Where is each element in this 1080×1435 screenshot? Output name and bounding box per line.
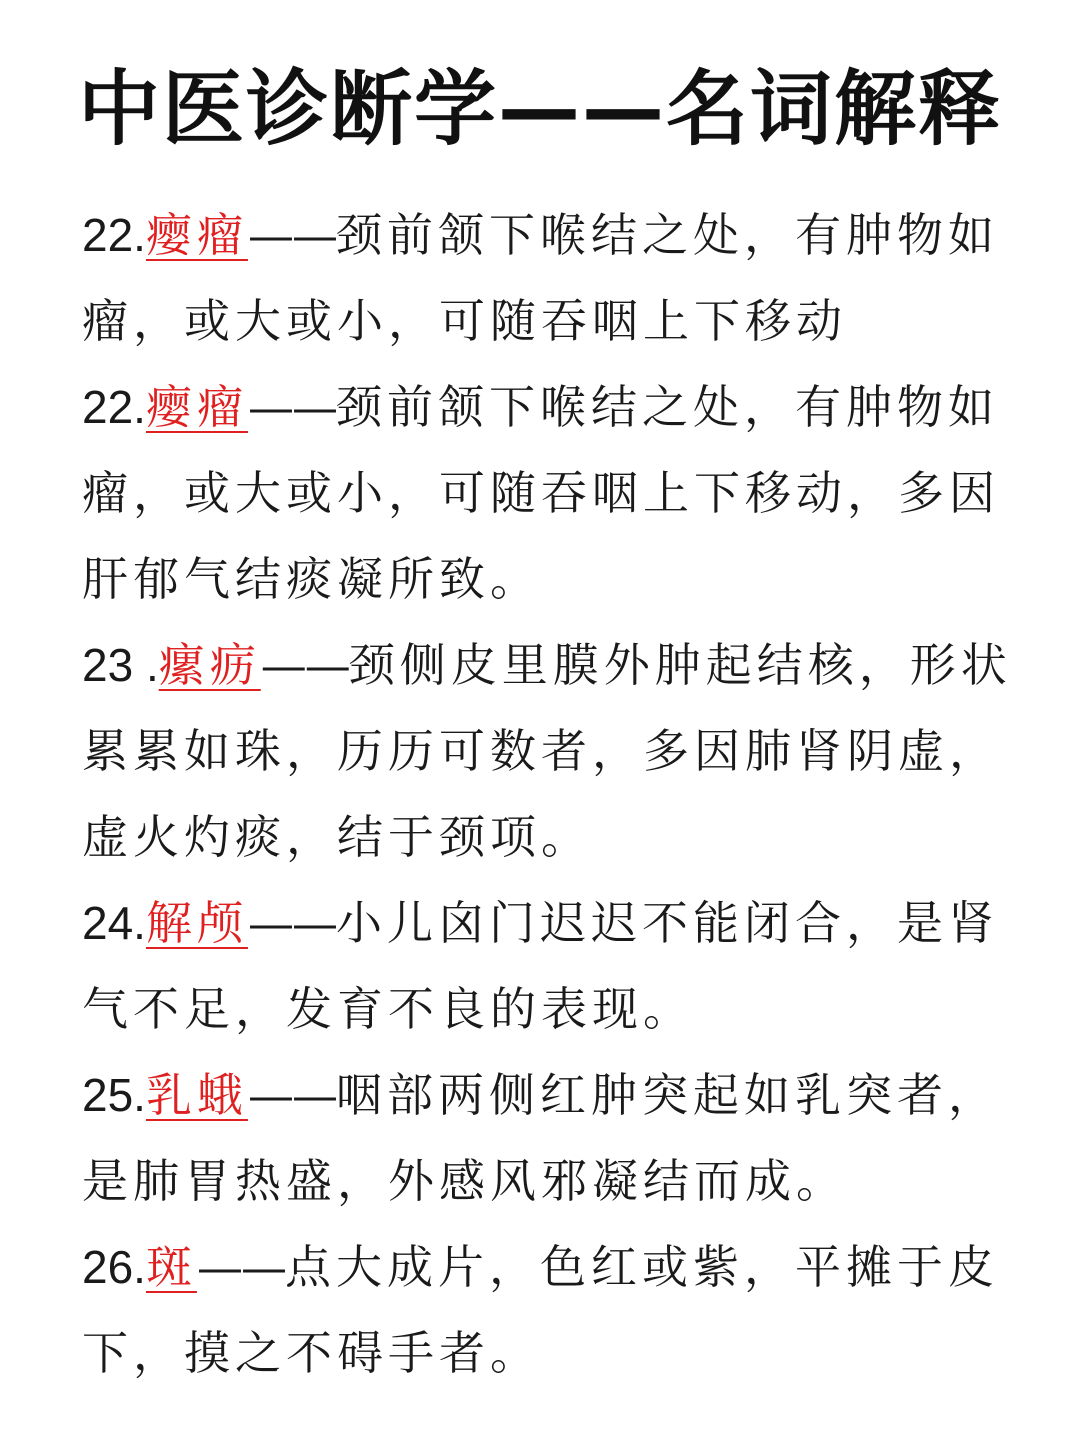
entry-23 [82, 622, 1022, 880]
page-title: 中医诊断学——名词解释 [77, 62, 1002, 157]
entry-definition: 颈侧皮里膜外肿起结核，形状累累如珠，历历可数者，多因肺肾阴虚，虚火灼痰，结于颈项。 [82, 638, 1012, 864]
entry-26 [82, 1224, 1022, 1396]
entry-number: 24. [82, 897, 146, 949]
entry-dash: —— [247, 896, 336, 950]
entry-definition: 点大成片，色红或紫，平摊于皮下，摸之不碍手者。 [82, 1240, 999, 1380]
entry-term: 瘿瘤 [145, 380, 248, 434]
entry-22a [82, 192, 1022, 364]
entry-dash: —— [260, 638, 349, 692]
entry-number: 22. [82, 381, 146, 433]
entry-dash: —— [247, 380, 336, 434]
entry-number: 23 . [82, 639, 159, 691]
entry-dash: —— [247, 1068, 336, 1122]
entry-term: 斑 [145, 1240, 197, 1294]
entry-list [82, 192, 1022, 1396]
entry-dash: —— [196, 1240, 285, 1294]
entry-definition: 咽部两侧红肿突起如乳突者，是肺胃热盛，外感风邪凝结而成。 [82, 1068, 999, 1208]
entry-term: 瘿瘤 [145, 208, 248, 262]
entry-25 [82, 1052, 1022, 1224]
entry-dash: —— [247, 208, 336, 262]
entry-24 [82, 880, 1022, 1052]
entry-number: 22. [82, 209, 146, 261]
entry-number: 26. [82, 1241, 146, 1293]
entry-22b [82, 364, 1022, 622]
entry-definition: 小儿囟门迟迟不能闭合，是肾气不足，发育不良的表现。 [82, 896, 999, 1036]
entry-definition: 颈前颔下喉结之处，有肿物如瘤，或大或小，可随吞咽上下移动 [82, 208, 999, 348]
entry-number: 25. [82, 1069, 146, 1121]
entry-term: 解颅 [145, 896, 248, 950]
entry-definition: 颈前颔下喉结之处，有肿物如瘤，或大或小，可随吞咽上下移动，多因肝郁气结痰凝所致。 [82, 380, 1000, 606]
entry-term: 瘰疬 [158, 638, 261, 692]
entry-term: 乳蛾 [145, 1068, 248, 1122]
